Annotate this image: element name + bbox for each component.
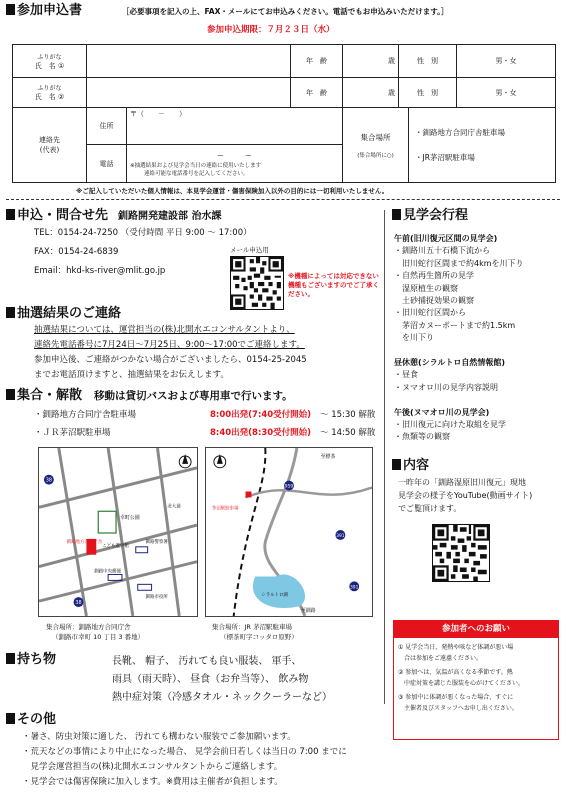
schedule-line: 土砂捕捉効果の観察 bbox=[394, 296, 474, 306]
schedule-line: ・釧路川五十石橋下流から bbox=[394, 246, 490, 256]
schedule-line: ・旧川蛇行区間から bbox=[394, 308, 466, 318]
map-kayanuma-station bbox=[205, 447, 373, 617]
age2-label: 年 齢 bbox=[291, 78, 343, 108]
name1-label: ふりがな 氏 名 ① bbox=[13, 45, 87, 78]
other-line1: ・暑さ、防虫対策に適した、 汚れても構わない服装でご参加願います。 bbox=[22, 732, 296, 742]
schedule-line: ・自然再生箇所の見学 bbox=[394, 271, 474, 281]
schedule-line: を川下り bbox=[394, 333, 434, 343]
to-shibecha-label: 至標茶 bbox=[320, 453, 336, 460]
contact-label: 連絡先 (代表) bbox=[13, 108, 87, 183]
route-391-label: 391 bbox=[336, 533, 345, 539]
park-shape bbox=[98, 511, 116, 533]
request-item3b: 主催者及びスタッフへお申し出ください。 bbox=[398, 704, 518, 712]
map1-caption1: 集合場所：釧路地方合同庁舎 bbox=[46, 623, 131, 631]
address-label: 住所 bbox=[87, 108, 127, 145]
meet-place1: ・釧路地方合同庁舎駐車場 bbox=[34, 410, 137, 420]
lake-label: シラルトロ湖 bbox=[261, 593, 288, 599]
items-line1: 長靴、 帽子、 汚れても良い服装、 軍手、 bbox=[112, 656, 302, 667]
age1-label: 年 齢 bbox=[291, 45, 343, 78]
age2-field[interactable]: 歳 bbox=[343, 78, 399, 108]
form-instruction: ［必要事項を記入の上、FAX・メールにてお申込みください。電話でもお申込みいただけます。］ bbox=[122, 7, 449, 16]
request-item2a: ② 参加へは、気温が高くなる季節です。熱 bbox=[398, 669, 513, 676]
content-title: 内容 bbox=[392, 458, 429, 474]
lottery-line1: 抽選結果については、運営担当の(株)北開水エコンサルタントより、 bbox=[34, 325, 295, 335]
schedule-line: 午後(ヌマオロ川の見学会) bbox=[394, 407, 490, 417]
content-line3: でご覧頂けます。 bbox=[398, 504, 462, 513]
route-391b-label: 391 bbox=[349, 585, 359, 591]
post-label: 釧路中央郵便 bbox=[94, 569, 121, 575]
map1-caption2: （釧路市幸町 10 丁目 3 番地） bbox=[52, 633, 145, 641]
meet-time2: 8:40出発(8:30受付開始) bbox=[210, 428, 312, 438]
form-deadline: 参加申込期限：７月２３日（水） bbox=[207, 25, 335, 35]
schedule-line: 午前(旧川復元区間の見学会) bbox=[394, 234, 498, 243]
route-38b-label: 38 bbox=[75, 600, 82, 607]
name2-label: ふりがな 氏 名 ② bbox=[13, 78, 87, 108]
qr-note: ※機種によっては対応できない機種もございますのでご了承ください。 bbox=[288, 272, 379, 298]
meeting-options[interactable]: ・釧路地方合同庁舎駐車場 ・JR茅沼駅駐車場 bbox=[409, 108, 556, 183]
request-title: 参加者へのお願い bbox=[394, 621, 558, 638]
lottery-line2: 連絡先電話番号に7月24日～7月25日、9:00～17:00でご連絡します。 bbox=[34, 340, 305, 350]
schedule-line: ・魚類等の観察 bbox=[394, 432, 450, 442]
meeting-label: 集合場所 (集合場所に○) bbox=[343, 108, 409, 183]
museum-label: こども遊学館 bbox=[102, 543, 129, 549]
lottery-title: 抽選結果のご連絡 bbox=[6, 306, 121, 322]
age1-field[interactable]: 歳 bbox=[343, 45, 399, 78]
phone-label: 電話 bbox=[87, 145, 127, 183]
meet-place2: ・ＪＲ茅沼駅駐車場 bbox=[34, 428, 111, 438]
park-label: 幸町公園 bbox=[119, 515, 140, 522]
youtube-qr-code[interactable] bbox=[432, 524, 490, 582]
meet-time1: 8:00出発(7:40受付開始) bbox=[210, 410, 312, 420]
cityhall-label: 釧路市役所 bbox=[145, 595, 168, 601]
column-divider bbox=[384, 210, 385, 704]
participant-request-box bbox=[393, 620, 559, 740]
address-field[interactable]: 〒（ － ） bbox=[127, 108, 343, 145]
other-line2: ・荒天などの事情により中止になった場合、 見学会前日若しくは当日の 7:00 までに bbox=[22, 747, 347, 757]
name1-field[interactable] bbox=[87, 45, 291, 78]
schedule-list bbox=[394, 233, 560, 444]
gender1-label: 性 別 bbox=[399, 45, 457, 78]
schedule-line: 茅沼カヌーポートまで約1.5km bbox=[394, 320, 516, 330]
gender1-field[interactable]: 男・女 bbox=[457, 45, 556, 78]
content-line1: 一昨年の「釧路湿原旧川復元」現地 bbox=[398, 478, 526, 487]
mail-qr-label: メール申込用 bbox=[230, 246, 269, 254]
map2-caption1: 集合場所：JR 茅沼駅駐車場 bbox=[212, 623, 292, 631]
request-item1a: ① 見学会当日、発熱や咳など体調が悪い場 bbox=[398, 644, 514, 651]
inquiry-tel: TEL：0154-24-7250 （受付時間 平日 9:00 ～ 17:00） bbox=[34, 228, 252, 238]
gender2-field[interactable]: 男・女 bbox=[457, 78, 556, 108]
office-label: 釧路地方合同庁舎 bbox=[66, 539, 103, 545]
items-line2: 雨具（雨天時）、 昼食（お弁当等）、 飲み物 bbox=[112, 674, 309, 685]
schedule-line: ・昼食 bbox=[394, 370, 418, 380]
cut-line bbox=[6, 199, 560, 200]
other-line4: ・見学会では傷害保険に加入します。※費用は主催者が負担します。 bbox=[22, 777, 283, 787]
gender2-label: 性 別 bbox=[399, 78, 457, 108]
items-title: 持ち物 bbox=[6, 652, 56, 668]
lottery-line3: 参加申込後、ご連絡がつかない場合がございましたら、0154-25-2045 bbox=[34, 355, 307, 365]
station-label: 茅沼駅駐車場 bbox=[211, 506, 239, 512]
meet-title: 集合・解散 移動は貸切バスおよび専用車で行います。 bbox=[6, 388, 293, 404]
route-38-label: 38 bbox=[45, 477, 53, 484]
to-kushiro-label: 至釧路 bbox=[300, 608, 316, 615]
map2-caption2: （標茶町字コッタロ原野） bbox=[220, 633, 298, 641]
form-title: 参加申込書 bbox=[6, 3, 82, 19]
inquiry-email: Email：hkd-ks-river@mlit.go.jp bbox=[34, 266, 166, 276]
inquiry-title: 申込・問合せ先 釧路開発建設部 治水課 bbox=[6, 208, 222, 225]
request-item3a: ③ 参加中に体調が悪くなった場合、すぐに bbox=[398, 694, 514, 701]
meet-end2: ～ 14:50 解散 bbox=[320, 428, 376, 438]
schedule-line: ・ヌマオロ川の見学内容説明 bbox=[394, 382, 498, 392]
other-title: その他 bbox=[6, 712, 56, 728]
mail-qr-code[interactable] bbox=[230, 256, 284, 310]
inquiry-fax: FAX：0154-24-6839 bbox=[34, 247, 119, 257]
meet-end1: ～ 15:30 解散 bbox=[320, 410, 376, 420]
schedule-line bbox=[394, 345, 560, 357]
phone-field[interactable]: ー ー ※抽選結果および見学会当日の連絡に使用いたします 連絡可能な電話番号を記入してください。 bbox=[127, 145, 343, 183]
request-item1b: 合は参加をご遠慮ください。 bbox=[398, 654, 483, 662]
lake-shape bbox=[253, 574, 305, 608]
route-959-label: 959 bbox=[284, 484, 294, 490]
application-form-table bbox=[12, 44, 556, 108]
station-marker bbox=[246, 491, 252, 497]
schedule-line: 昼休憩(シラルトロ自然情報館) bbox=[394, 358, 506, 368]
other-line3: 見学会運営担当の(株)北開水エコンサルタントからご連絡します。 bbox=[22, 762, 283, 772]
schedule-line bbox=[394, 394, 560, 406]
schedule-line: 湿原植生の観察 bbox=[394, 283, 458, 293]
privacy-note: ※ご記入していただいた個人情報は、本見学会運営・傷害保険加入以外の目的には一切利用いたしません。 bbox=[76, 187, 389, 195]
kitaodori-label: 北大通 bbox=[167, 504, 181, 510]
lottery-line4: までお電話頂けますと、抽選結果をお伝えします。 bbox=[34, 370, 229, 380]
schedule-line: ・旧川復元に向けた取組を見学 bbox=[394, 420, 506, 430]
name2-field[interactable] bbox=[87, 78, 291, 108]
content-line2: 見学会の様子をYouTube(動画サイト) bbox=[398, 491, 533, 500]
contact-table bbox=[12, 107, 556, 183]
items-line3: 熱中症対策（冷感タオル・ネッククーラーなど） bbox=[112, 692, 332, 703]
schedule-line: 旧川蛇行区間まで約4kmを川下り bbox=[394, 258, 524, 268]
map-kushiro-office bbox=[38, 447, 198, 617]
police-label: 釧路警察署 bbox=[145, 539, 168, 545]
schedule-title: 見学会行程 bbox=[392, 208, 468, 224]
request-item2b: 中症対策を講じた服装を心がけてください。 bbox=[398, 679, 525, 687]
